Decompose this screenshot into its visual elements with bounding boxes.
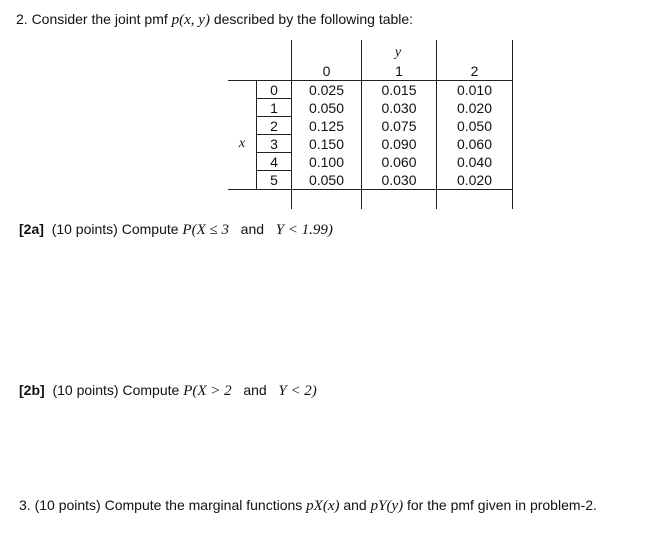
- problem-2-suffix: described by the following table:: [209, 11, 414, 27]
- joint-pmf-symbol: p(x, y): [171, 12, 210, 28]
- y-value-2: 2: [470, 63, 479, 79]
- question-2b-and: and: [243, 382, 267, 398]
- x-value-4: 4: [270, 154, 278, 170]
- x-value-5: 5: [270, 172, 278, 188]
- cell-x1-y1: 0.030: [381, 100, 417, 116]
- cell-x0-y0: 0.025: [308, 82, 345, 98]
- x-value-3: 3: [270, 136, 278, 152]
- cell-x4-y2: 0.040: [456, 154, 493, 170]
- cell-x0-y1: 0.015: [381, 82, 417, 98]
- cell-x4-y1: 0.060: [381, 154, 417, 170]
- cell-x2-y2: 0.050: [456, 118, 493, 134]
- problem-3-and: and: [339, 497, 371, 513]
- x-value-0: 0: [270, 82, 278, 98]
- cell-x1-y0: 0.050: [308, 100, 345, 116]
- x-axis-label: x: [238, 136, 246, 151]
- question-2a-text: (10 points) Compute: [51, 221, 183, 237]
- cell-x0-y2: 0.010: [456, 82, 493, 98]
- question-2b-expr1: P(X > 2: [183, 383, 232, 399]
- marginal-py-symbol: pY(y): [370, 498, 404, 514]
- marginal-px-symbol: pX(x): [306, 498, 340, 514]
- question-2a-tag: [2a]: [19, 221, 44, 237]
- cell-x2-y0: 0.125: [308, 118, 345, 134]
- question-2b-expr2: Y < 2): [278, 383, 317, 399]
- y-axis-label: y: [394, 45, 402, 60]
- cell-x2-y1: 0.075: [381, 118, 417, 134]
- cell-x5-y2: 0.020: [456, 172, 493, 188]
- problem-3-suffix: for the pmf given in problem-2.: [403, 497, 597, 513]
- problem-2-prefix: 2. Consider the joint pmf: [16, 11, 172, 27]
- x-value-2: 2: [270, 118, 278, 134]
- question-2a-and: and: [240, 221, 265, 237]
- question-2b: [19, 382, 317, 400]
- cell-x1-y2: 0.020: [456, 100, 493, 116]
- question-2b-tag: [2b]: [19, 382, 45, 398]
- question-2a-expr1: P(X ≤ 3: [182, 222, 229, 238]
- question-2a-expr2: Y < 1.99): [275, 222, 333, 238]
- cell-x4-y0: 0.100: [308, 154, 345, 170]
- cell-x3-y1: 0.090: [381, 136, 417, 152]
- cell-x5-y1: 0.030: [381, 172, 417, 188]
- cell-x3-y2: 0.060: [456, 136, 493, 152]
- question-2b-text: (10 points) Compute: [52, 382, 184, 398]
- cell-x5-y0: 0.050: [308, 172, 345, 188]
- question-2a: [19, 221, 333, 239]
- problem-3-statement: [19, 497, 597, 515]
- y-value-0: 0: [322, 63, 331, 79]
- problem-2-statement: [16, 11, 413, 29]
- cell-x3-y0: 0.150: [308, 136, 345, 152]
- x-value-1: 1: [270, 100, 278, 116]
- problem-3-prefix: 3. (10 points) Compute the marginal functions: [19, 497, 307, 513]
- y-value-1: 1: [395, 63, 403, 79]
